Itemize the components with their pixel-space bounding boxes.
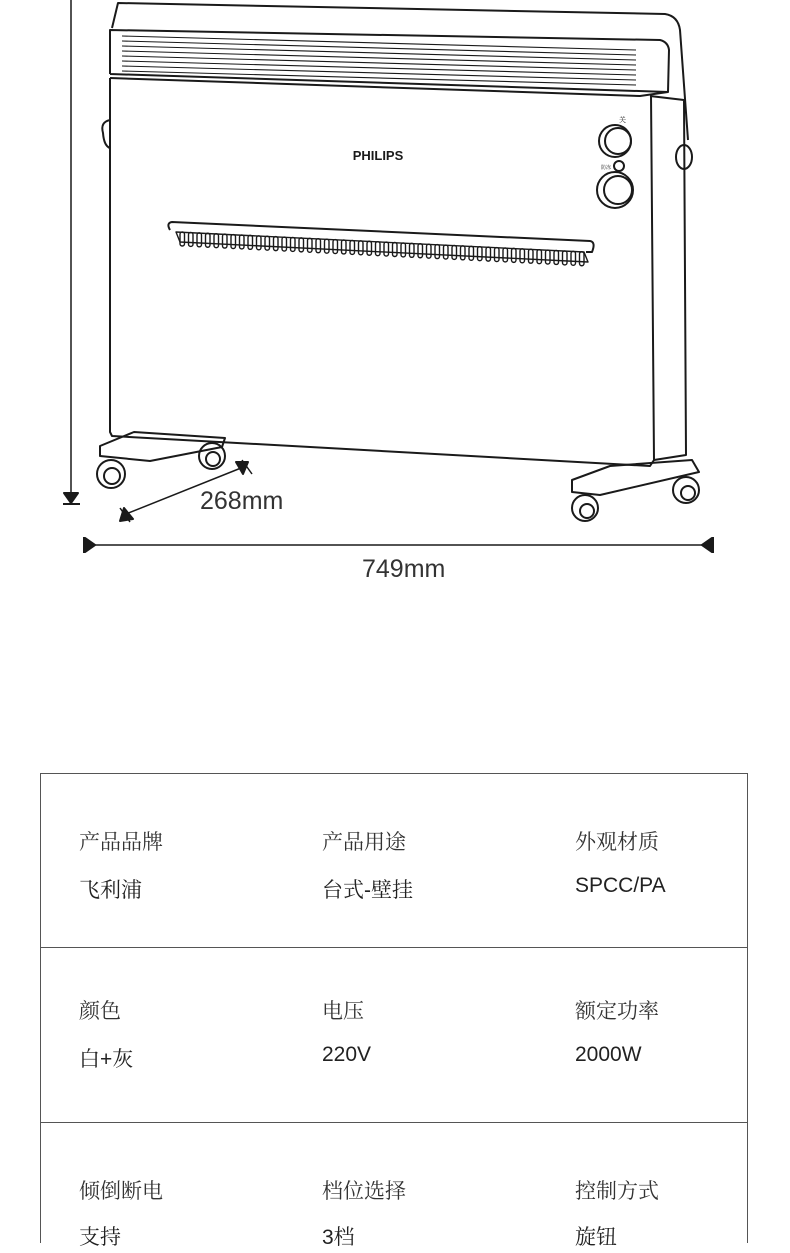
spec-row [41,774,747,948]
brand-logo: PHILIPS [352,148,404,163]
spec-label: 产品品牌 [79,831,163,854]
spec-value: 旋钮 [575,1226,617,1249]
spec-value: 支持 [79,1226,121,1249]
spec-label: 控制方式 [575,1180,659,1203]
spec-value: 台式-壁挂 [322,879,413,902]
spec-row [41,948,747,1123]
knob-frost-label: 防冻 [601,165,612,171]
width-dimension-label: 749mm [362,555,446,583]
spec-label: 额定功率 [575,1000,659,1023]
heater-illustration [0,0,790,600]
spec-value: SPCC/PA [575,874,666,897]
spec-label: 颜色 [79,1000,121,1023]
spec-value: 2000W [575,1043,642,1066]
depth-dimension-label: 268mm [200,487,284,515]
spec-row [41,1123,747,1253]
spec-value: 220V [322,1043,372,1066]
spec-label: 产品用途 [322,831,406,854]
spec-table [40,773,748,1249]
spec-label: 档位选择 [322,1180,406,1203]
spec-value: 3档 [322,1226,355,1249]
knob-off-label: 关 [619,116,626,124]
spec-label: 外观材质 [575,831,659,854]
spec-label: 倾倒断电 [79,1180,163,1203]
spec-value: 白+灰 [79,1048,134,1071]
spec-label: 电压 [322,1000,364,1023]
spec-value: 飞利浦 [79,879,142,902]
